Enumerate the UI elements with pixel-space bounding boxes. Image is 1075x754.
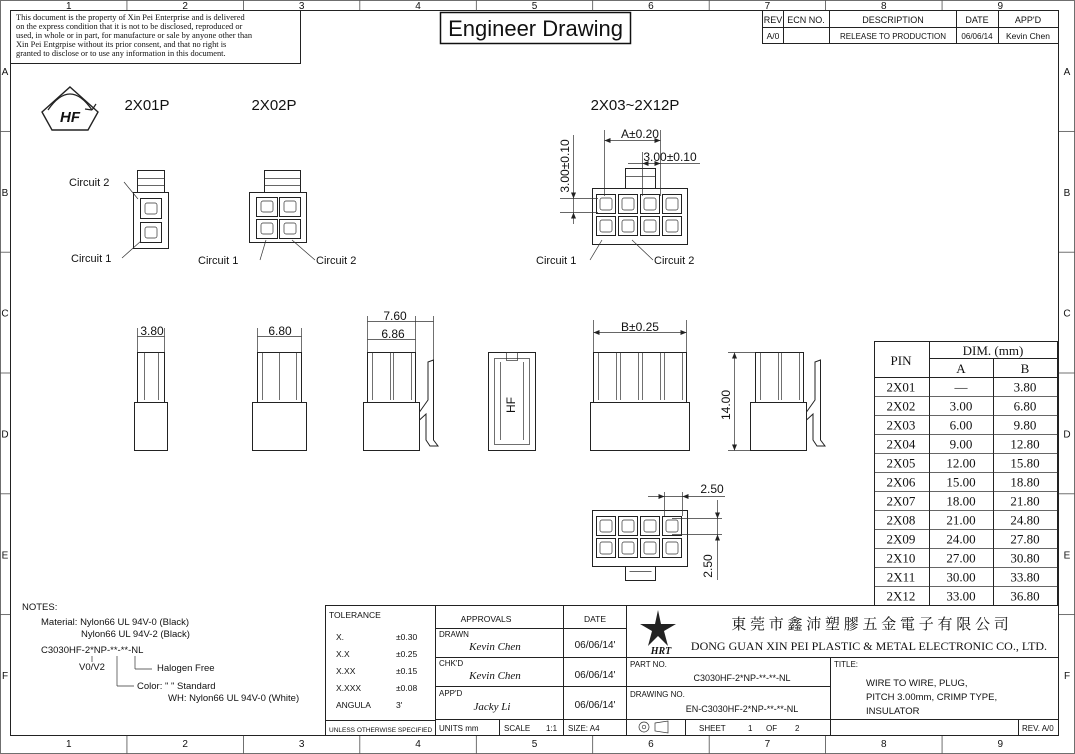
- circuit-1-label: Circuit 1: [536, 255, 577, 267]
- revision-table: [763, 11, 1059, 44]
- zone-col-label: 1: [65, 739, 72, 750]
- hf-logo-text: HF: [60, 109, 80, 126]
- part-no-label: PART NO.: [630, 660, 667, 669]
- chkd-date: 06/06/14': [574, 670, 616, 681]
- dim-row-b: 36.80: [1010, 588, 1040, 604]
- front-view-2x02: [198, 171, 356, 268]
- zone-row-label: C: [1, 308, 9, 320]
- appd-header: APP'D: [1014, 15, 1042, 25]
- circuit-1-label: Circuit 1: [71, 253, 112, 265]
- pin-cavity: [597, 195, 616, 214]
- dim-row-a: 3.00: [949, 398, 973, 414]
- scale-value: 1:1: [546, 724, 558, 733]
- dim-row-a: 33.00: [946, 588, 976, 604]
- pin-cavity: [619, 517, 638, 536]
- dim-row-pin: 2X09: [886, 531, 916, 547]
- circuit-2-label: Circuit 2: [69, 177, 110, 189]
- zone-row-label: C: [1063, 308, 1071, 320]
- bottom-view: [593, 482, 726, 581]
- pin-cavity: [619, 539, 638, 558]
- zone-row-label: D: [1, 429, 9, 441]
- zone-row-label: B: [1, 187, 9, 199]
- chkd-label: CHK'D: [439, 659, 464, 668]
- projection-symbol-icon: [639, 721, 668, 733]
- zone-col-label: 1: [65, 1, 72, 12]
- dim-row-a: 30.00: [946, 569, 976, 585]
- tolerance-key: X.X: [336, 649, 350, 659]
- appd-label: APP'D: [439, 689, 463, 698]
- pin-cavity: [619, 195, 638, 214]
- zone-row-label: E: [1063, 550, 1071, 562]
- dim-row-a: 9.00: [949, 436, 973, 452]
- dim-row-pin: 2X07: [886, 493, 916, 509]
- tolerance-value: ±0.15: [396, 666, 418, 676]
- end-view: [719, 353, 825, 451]
- description-value: RELEASE TO PRODUCTION: [840, 32, 946, 41]
- sheet-label: SHEET: [699, 724, 726, 733]
- drawing-title: Engineer Drawing: [448, 16, 623, 41]
- zone-col-label: 3: [298, 739, 305, 750]
- material-line-1: Material: Nylon66 UL 94V-0 (Black): [41, 617, 190, 628]
- dimension-table: [875, 342, 1058, 606]
- dim-a: A±0.20: [621, 127, 659, 141]
- part-title-line: WIRE TO WIRE, PLUG,: [866, 678, 968, 689]
- zone-col-label: 2: [182, 1, 188, 12]
- part-no-value: C3030HF-2*NP-**-**-NL: [693, 673, 791, 683]
- part-title-line: PITCH 3.00mm, CRIMP TYPE,: [866, 692, 998, 703]
- pin-cavity: [597, 517, 616, 536]
- side-view-2x03-2x12: [591, 320, 690, 451]
- pin-cavity: [597, 539, 616, 558]
- dim-row-a: 12.00: [946, 455, 976, 471]
- dim-14-00: 14.00: [719, 389, 733, 421]
- dim-row-pin: 2X04: [886, 436, 916, 452]
- appd-date: 06/06/14': [574, 700, 616, 711]
- hf-mark: HF: [504, 397, 518, 413]
- dim-row-a: 27.00: [946, 550, 976, 566]
- zone-row-label: D: [1063, 429, 1071, 441]
- dim-row-b: 18.80: [1010, 474, 1040, 490]
- zone-col-label: 5: [531, 1, 538, 12]
- title-label: TITLE:: [834, 660, 859, 669]
- pin-cavity: [663, 539, 682, 558]
- drawing-no-label: DRAWING NO.: [630, 690, 685, 699]
- front-view-2x03-2x12: [536, 127, 700, 267]
- dim-2-50-v: 2.50: [701, 554, 715, 578]
- dim-row-pin: 2X02: [886, 398, 916, 414]
- pin-cavity: [641, 217, 660, 236]
- part-code: C3030HF-2*NP-**-**-NL: [41, 645, 144, 656]
- dim-row-pin: 2X12: [886, 588, 916, 604]
- label-2x03-2x12p: 2X03~2X12P: [590, 97, 680, 114]
- company-logo: [640, 610, 676, 657]
- pin-cavity: [663, 517, 682, 536]
- dim-row-b: 6.80: [1013, 398, 1037, 414]
- v0-v2-label: V0/V2: [79, 662, 105, 673]
- drawn-signature: Kevin Chen: [469, 641, 521, 653]
- zone-row-label: E: [1, 550, 9, 562]
- scale-label: SCALE: [504, 724, 531, 733]
- zone-col-label: 4: [415, 1, 421, 12]
- pin-cavity: [663, 195, 682, 214]
- zone-col-label: 6: [648, 739, 654, 750]
- tolerance-value: ±0.25: [396, 649, 418, 659]
- dim-3-80: 3.80: [140, 324, 164, 338]
- description-header: DESCRIPTION: [862, 15, 924, 25]
- notice-line: This document is the property of Xin Pei Enterprise and is delivered: [16, 13, 245, 22]
- dim-7-60: 7.60: [383, 309, 407, 323]
- dim-row-pin: 2X06: [886, 474, 916, 490]
- zone-col-label: 7: [764, 1, 771, 12]
- zone-row-label: B: [1063, 187, 1071, 199]
- dim-row-b: 3.80: [1013, 379, 1037, 395]
- zone-row-label: A: [1, 66, 9, 78]
- zone-col-label: 7: [764, 739, 771, 750]
- tolerance-value: 3': [396, 700, 403, 710]
- dim-row-pin: 2X11: [886, 569, 916, 585]
- col-a-header: A: [956, 361, 966, 376]
- circuit-2-label: Circuit 2: [316, 255, 357, 267]
- notes-heading: NOTES:: [22, 602, 58, 613]
- company-logo-text: HRT: [650, 646, 672, 657]
- zone-col-label: 8: [881, 1, 887, 12]
- chkd-signature: Kevin Chen: [469, 670, 521, 682]
- dim-row-pin: 2X01: [886, 379, 916, 395]
- dim-row-a: 24.00: [946, 531, 976, 547]
- dim-row-b: 27.80: [1010, 531, 1040, 547]
- pin-cavity: [641, 517, 660, 536]
- pin-cavity: [663, 217, 682, 236]
- tolerance-key: X.XXX: [336, 683, 362, 693]
- company-name-cn: 東 莞 市 鑫 沛 塑 膠 五 金 電 子 有 限 公 司: [731, 617, 1009, 633]
- col-b-header: B: [1020, 361, 1030, 376]
- notice-line: granted to disclose or to use any information in this document.: [16, 49, 226, 58]
- dim-row-pin: 2X10: [886, 550, 916, 566]
- material-line-2: Nylon66 UL 94V-2 (Black): [81, 629, 190, 640]
- halogen-free-logo: [42, 87, 98, 130]
- tolerance-heading: TOLERANCE: [329, 610, 381, 620]
- side-view-2x01: [135, 324, 168, 451]
- side-view-2x02: [253, 324, 307, 451]
- zone-col-label: 2: [182, 739, 188, 750]
- of-label: OF: [766, 724, 778, 733]
- circuit-2-label: Circuit 2: [654, 255, 695, 267]
- rev-header: REV: [763, 15, 783, 25]
- dim-b: B±0.25: [621, 320, 659, 334]
- notes: [22, 602, 299, 704]
- drawing-no-value: EN-C3030HF-2*NP-**-**-NL: [685, 704, 799, 714]
- dim-row-a: 18.00: [946, 493, 976, 509]
- top-view: [489, 353, 536, 451]
- zone-col-label: 3: [298, 1, 305, 12]
- date-heading: DATE: [583, 614, 607, 624]
- tolerance-value: ±0.30: [396, 632, 418, 642]
- dim-row-b: 15.80: [1010, 455, 1040, 471]
- appd-value: Kevin Chen: [1006, 31, 1050, 41]
- notice-line: on the express condition that it is not to be disclosed, reproduced or: [16, 22, 243, 31]
- tolerance-key: X.: [336, 632, 345, 642]
- white-note: WH: Nylon66 UL 94V-0 (White): [168, 693, 300, 704]
- front-view-2x01: [69, 171, 169, 266]
- dim-row-b: 24.80: [1010, 512, 1040, 528]
- part-title-line: INSULATOR: [866, 706, 920, 717]
- notice-line: Xin Pei Entgrpise without its prior consent, and that no right is: [16, 40, 227, 49]
- tolerance-key: ANGULA: [336, 700, 371, 710]
- dim-row-b: 21.80: [1010, 493, 1040, 509]
- dim-pitch-v: 3.00±0.10: [558, 139, 572, 193]
- sheet-value: 1: [748, 724, 753, 733]
- approvals-heading: APPROVALS: [460, 614, 512, 624]
- dim-row-a: 6.00: [949, 417, 973, 433]
- zone-col-label: 6: [648, 1, 654, 12]
- rev-footer: REV. A/0: [1022, 724, 1054, 733]
- zone-col-label: 8: [881, 739, 887, 750]
- latch-side-view: [364, 309, 439, 451]
- dim-6-86: 6.86: [381, 327, 405, 341]
- label-2x02p: 2X02P: [251, 97, 297, 114]
- pin-cavity: [641, 195, 660, 214]
- dim-row-b: 30.80: [1010, 550, 1040, 566]
- zone-row-label: A: [1063, 66, 1071, 78]
- dim-row-b: 9.80: [1013, 417, 1037, 433]
- tolerance-value: ±0.08: [396, 683, 418, 693]
- dim-2-50-h: 2.50: [700, 482, 724, 496]
- drawn-label: DRAWN: [439, 630, 469, 639]
- date-value: 06/06/14: [961, 32, 993, 41]
- tolerance-key: X.XX: [336, 666, 356, 676]
- dim-header: DIM. (mm): [962, 343, 1024, 358]
- pin-cavity: [619, 217, 638, 236]
- zone-col-label: 4: [415, 739, 421, 750]
- units-label: UNITS mm: [439, 724, 479, 733]
- dim-row-b: 33.80: [1010, 569, 1040, 585]
- zone-col-label: 9: [997, 739, 1004, 750]
- zone-col-label: 5: [531, 739, 538, 750]
- drawn-date: 06/06/14': [574, 640, 616, 651]
- dim-row-b: 12.80: [1010, 436, 1040, 452]
- size-label: SIZE: A4: [568, 724, 600, 733]
- dim-row-pin: 2X03: [886, 417, 916, 433]
- label-2x01p: 2X01P: [124, 97, 170, 114]
- dim-row-a: 21.00: [946, 512, 976, 528]
- pin-cavity: [597, 217, 616, 236]
- appd-signature: Jacky Li: [473, 701, 511, 713]
- pin-cavity: [641, 539, 660, 558]
- zone-row-label: F: [1, 671, 9, 683]
- notice-line: used, in whole or in part, for manufacture or sale by anyone other than: [16, 31, 253, 40]
- pin-header: PIN: [890, 353, 912, 368]
- color-note: Color: " " Standard: [137, 681, 216, 692]
- dim-row-a: —: [954, 379, 968, 395]
- zone-col-label: 9: [997, 1, 1004, 12]
- tolerance-footer: UNLESS OTHERWISE SPECIFIED: [329, 727, 433, 734]
- dim-row-a: 15.00: [946, 474, 976, 490]
- circuit-1-label: Circuit 1: [198, 255, 239, 267]
- rev-value: A/0: [766, 31, 780, 41]
- notice-text: [16, 13, 253, 58]
- company-name-en: DONG GUAN XIN PEI PLASTIC & METAL ELECTRONIC CO., LTD.: [690, 639, 1048, 653]
- sheets-value: 2: [795, 724, 800, 733]
- title-block: [326, 606, 1059, 736]
- halogen-free-note: Halogen Free: [157, 663, 215, 674]
- dim-row-pin: 2X08: [886, 512, 916, 528]
- date-header: DATE: [965, 15, 989, 25]
- dim-row-pin: 2X05: [886, 455, 916, 471]
- dim-6-80: 6.80: [268, 324, 292, 338]
- zone-row-label: F: [1063, 671, 1071, 683]
- ecn-header: ECN NO.: [787, 15, 825, 25]
- dim-pitch-h: 3.00±0.10: [643, 150, 697, 164]
